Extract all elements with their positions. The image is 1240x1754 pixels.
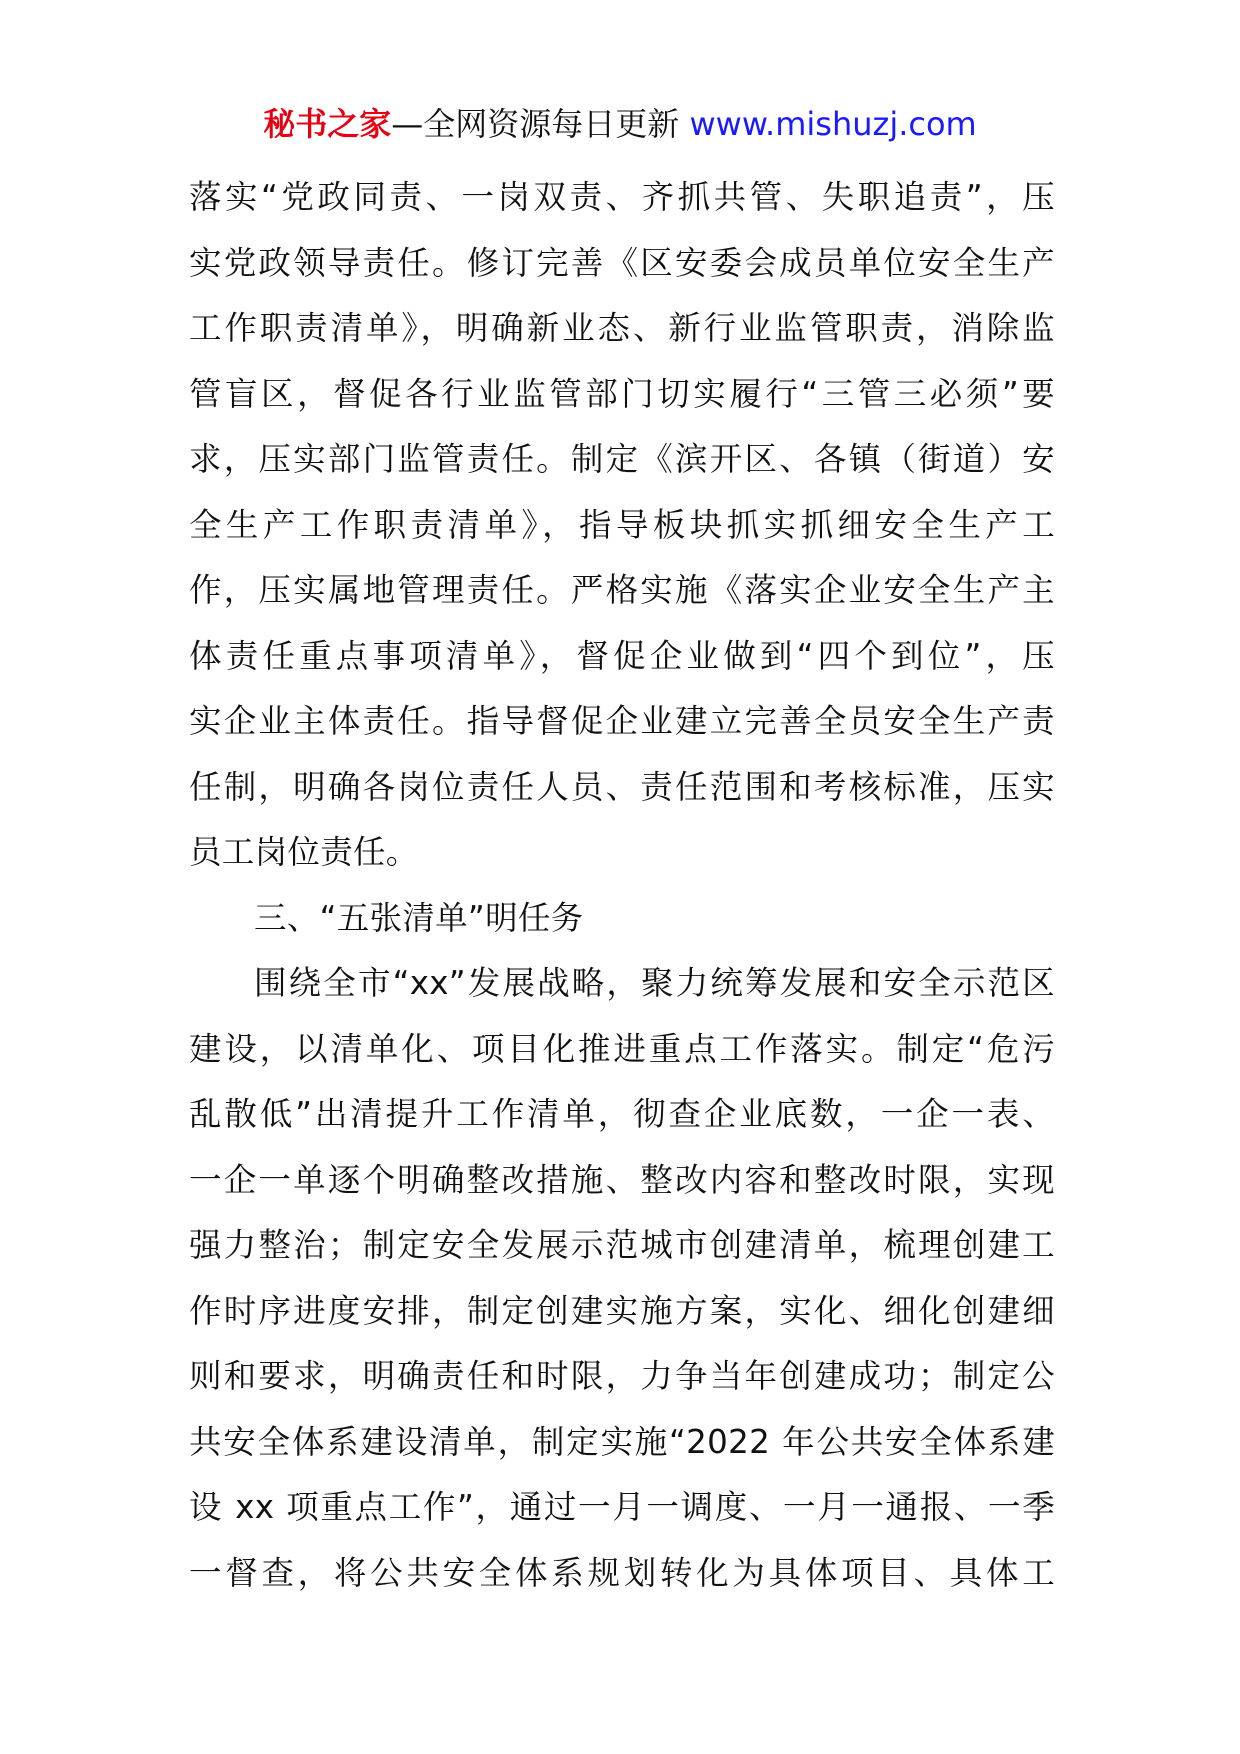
text-line: 任制，明确各岗位责任人员、责任范围和考核标准，压实 xyxy=(189,767,1055,806)
text-line: 工作职责清单》，明确新业态、新行业监管职责，消除监 xyxy=(189,309,1055,347)
text-line: 落实“党政同责、一岗双责、齐抓共管、失职追责”，压 xyxy=(189,178,1055,216)
site-header xyxy=(0,96,1240,152)
text-line: 共安全体系建设清单，制定实施“2022 年公共安全体系建 xyxy=(189,1422,1055,1461)
text-line: 强力整治；制定安全发展示范城市创建清单，梳理创建工 xyxy=(189,1226,1055,1264)
text-line: 作时序进度安排，制定创建实施方案，实化、细化创建细 xyxy=(189,1291,1055,1330)
brand-name: 秘书之家 xyxy=(263,105,392,143)
text-line: 员工岗位责任。 xyxy=(189,833,419,871)
document-body xyxy=(189,165,1055,1606)
text-line: 全生产工作职责清单》，指导板块抓实抓细安全生产工 xyxy=(189,505,1055,544)
text-line: 作，压实属地管理责任。严格实施《落实企业安全生产主 xyxy=(189,571,1055,609)
heading-text: 三、“五张清单”明任务 xyxy=(254,898,584,937)
header-slogan: —全网资源每日更新 xyxy=(391,105,680,143)
text-line: 体责任重点事项清单》，督促企业做到“四个到位”，压 xyxy=(189,636,1055,675)
text-line: 设 xx 项重点工作”，通过一月一调度、一月一通报、一季 xyxy=(189,1488,1055,1526)
text-line: 则和要求，明确责任和时限，力争当年创建成功；制定公 xyxy=(189,1357,1055,1395)
text-line: 求，压实部门监管责任。制定《滨开区、各镇（街道）安 xyxy=(189,440,1055,478)
text-line: 实企业主体责任。指导督促企业建立完善全员安全生产责 xyxy=(189,702,1055,740)
paragraph-five-lists xyxy=(189,951,1055,1606)
text-line: 一企一单逐个明确整改措施、整改内容和整改时限，实现 xyxy=(189,1160,1055,1199)
text-line: 实党政领导责任。修订完善《区安委会成员单位安全生产 xyxy=(189,243,1055,282)
paragraph-responsibilities xyxy=(189,165,1055,886)
section-heading xyxy=(189,886,1055,952)
site-url[interactable]: www.mishuzj.com xyxy=(689,105,977,143)
text-line: 建设，以清单化、项目化推进重点工作落实。制定“危污 xyxy=(189,1029,1055,1068)
text-line: 乱散低”出清提升工作清单，彻查企业底数，一企一表、 xyxy=(189,1095,1055,1133)
text-line: 一督查，将公共安全体系规划转化为具体项目、具体工 xyxy=(189,1553,1055,1592)
text-line: 管盲区，督促各行业监管部门切实履行“三管三必须”要 xyxy=(189,374,1055,413)
text-line: 围绕全市“xx”发展战略，聚力统筹发展和安全示范区 xyxy=(254,964,1055,1002)
